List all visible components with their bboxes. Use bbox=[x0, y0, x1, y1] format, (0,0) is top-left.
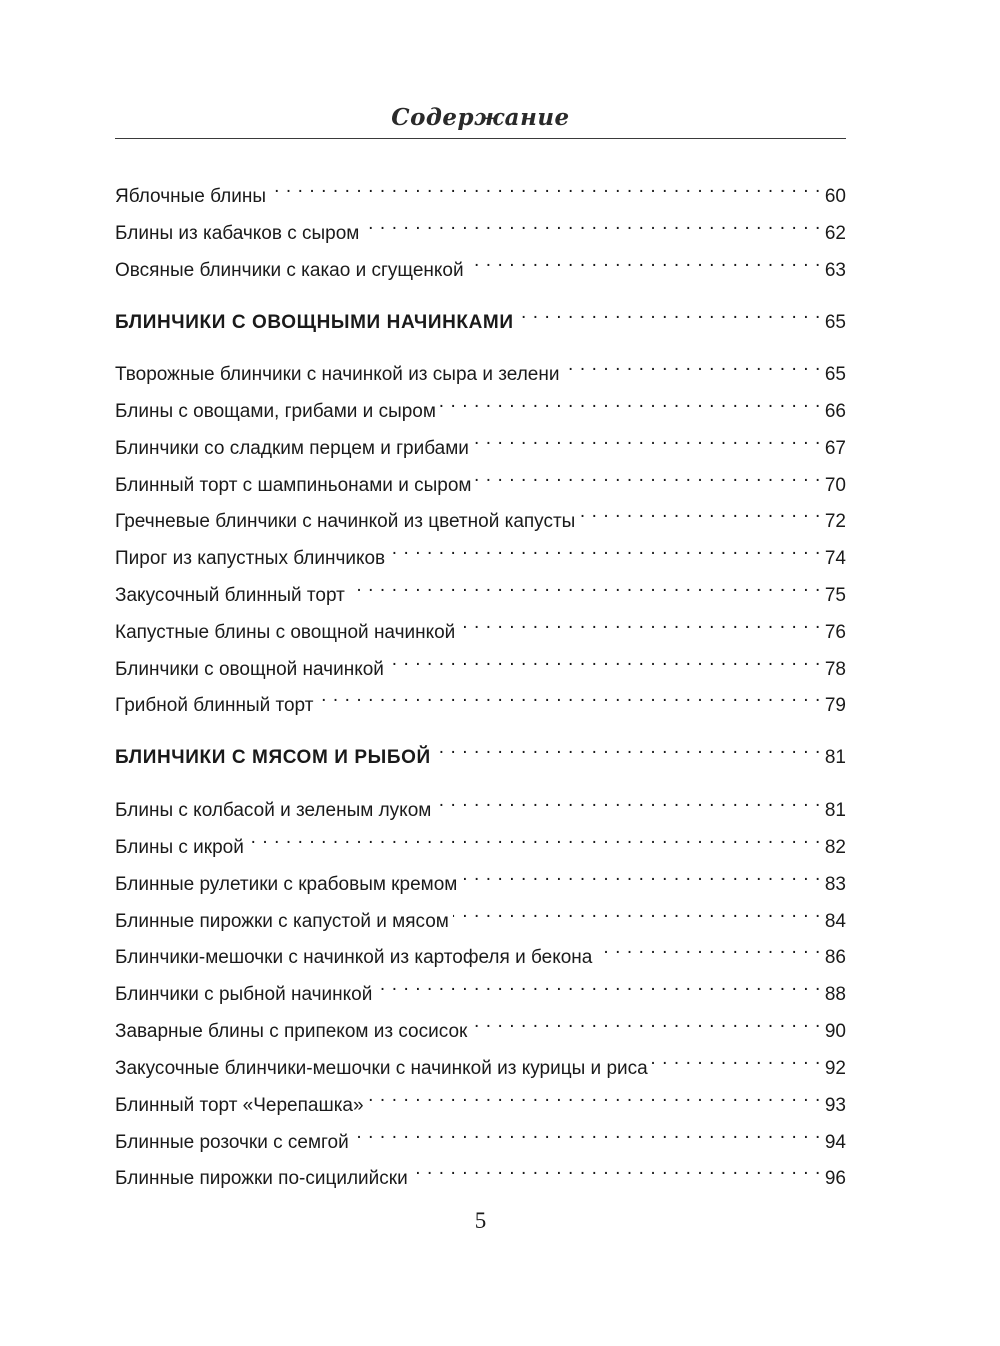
toc-entry[interactable] bbox=[115, 1007, 846, 1042]
toc-entry-title: Блинный торт «Черепашка» bbox=[115, 1095, 364, 1116]
toc-entry-title: Овсяные блинчики с какао и сгущенкой bbox=[115, 260, 464, 281]
toc-section-heading[interactable] bbox=[115, 298, 846, 333]
toc-entry-title: Пирог из капустных блинчиков bbox=[115, 548, 386, 569]
toc-entry[interactable] bbox=[115, 1154, 846, 1189]
toc-entry-title: Блинчики со сладким перцем и грибами bbox=[115, 438, 469, 459]
toc-section-title: БЛИНЧИКИ С МЯСОМ И РЫБОЙ bbox=[115, 747, 431, 768]
toc-entry[interactable] bbox=[115, 1081, 846, 1116]
toc-entry-page: 79 bbox=[824, 695, 846, 716]
toc-entry-title: Блинчики с овощной начинкой bbox=[115, 659, 384, 680]
toc-entry-page: 84 bbox=[824, 911, 846, 932]
toc-entry-title: Закусочный блинный торт bbox=[115, 585, 345, 606]
dot-leader bbox=[596, 933, 821, 963]
toc-entry[interactable] bbox=[115, 897, 846, 932]
page-header bbox=[115, 100, 846, 139]
toc-entry-page: 67 bbox=[824, 438, 846, 459]
dot-leader bbox=[471, 1007, 821, 1037]
toc-entry[interactable] bbox=[115, 209, 846, 244]
dot-leader bbox=[518, 298, 821, 328]
toc-entry-page: 88 bbox=[824, 984, 846, 1005]
toc-entry[interactable] bbox=[115, 645, 846, 680]
toc-entry-page: 72 bbox=[824, 511, 846, 532]
toc-entry[interactable] bbox=[115, 608, 846, 643]
toc-entry[interactable] bbox=[115, 246, 846, 281]
toc-entry-page: 81 bbox=[824, 747, 846, 768]
dot-leader bbox=[435, 786, 821, 816]
toc-section-title: БЛИНЧИКИ С ОВОЩНЫМИ НАЧИНКАМИ bbox=[115, 312, 514, 333]
toc-entry-page: 76 bbox=[824, 622, 846, 643]
toc-entry-title: Творожные блинчики с начинкой из сыра и зелени bbox=[115, 364, 560, 385]
toc-entry-page: 70 bbox=[824, 475, 846, 496]
toc-entry-page: 92 bbox=[824, 1058, 846, 1079]
toc-entry[interactable] bbox=[115, 571, 846, 606]
dot-leader bbox=[453, 897, 821, 927]
page-title: Содержание bbox=[391, 104, 570, 131]
toc-entry[interactable] bbox=[115, 860, 846, 895]
dot-leader bbox=[475, 461, 820, 491]
toc-entry[interactable] bbox=[115, 786, 846, 821]
toc-entry-page: 86 bbox=[824, 947, 846, 968]
dot-leader bbox=[270, 172, 821, 202]
dot-leader bbox=[459, 608, 821, 638]
toc-entry-page: 63 bbox=[824, 260, 846, 281]
dot-leader bbox=[652, 1044, 821, 1074]
dot-leader bbox=[388, 645, 821, 675]
dot-leader bbox=[376, 970, 821, 1000]
toc-entry-title: Закусочные блинчики-мешочки с начинкой из курицы и риса bbox=[115, 1058, 648, 1079]
toc-entry[interactable] bbox=[115, 823, 846, 858]
dot-leader bbox=[579, 497, 821, 527]
toc-entry[interactable] bbox=[115, 1044, 846, 1079]
toc-entry-page: 65 bbox=[824, 364, 846, 385]
toc-entry-title: Яблочные блины bbox=[115, 186, 266, 207]
toc-entry[interactable] bbox=[115, 933, 846, 968]
toc-entry-page: 93 bbox=[824, 1095, 846, 1116]
dot-leader bbox=[363, 209, 820, 239]
dot-leader bbox=[473, 424, 821, 454]
toc-entry-title: Блины с икрой bbox=[115, 837, 244, 858]
toc-entry-page: 78 bbox=[824, 659, 846, 680]
toc-entry[interactable] bbox=[115, 387, 846, 422]
toc-entry[interactable] bbox=[115, 970, 846, 1005]
toc-entry-title: Грибной блинный торт bbox=[115, 695, 314, 716]
toc-entry[interactable] bbox=[115, 424, 846, 459]
toc-entry-title: Блины с колбасой и зеленым луком bbox=[115, 800, 432, 821]
toc-entry-title: Гречневые блинчики с начинкой из цветной капусты bbox=[115, 511, 576, 532]
toc-entry-page: 60 bbox=[824, 186, 846, 207]
toc-entry-page: 82 bbox=[824, 837, 846, 858]
toc-entry-title: Блинные пирожки по-сицилийски bbox=[115, 1168, 408, 1189]
toc-entry-title: Блины из кабачков с сыром bbox=[115, 223, 360, 244]
toc-entry-title: Капустные блины с овощной начинкой bbox=[115, 622, 456, 643]
toc-entry-page: 74 bbox=[824, 548, 846, 569]
toc-entry[interactable] bbox=[115, 497, 846, 532]
toc-entry[interactable] bbox=[115, 461, 846, 496]
dot-leader bbox=[435, 733, 821, 763]
dot-leader bbox=[461, 860, 821, 890]
page-number: 5 bbox=[474, 1208, 487, 1233]
toc-entry-page: 94 bbox=[824, 1132, 846, 1153]
toc-entry[interactable] bbox=[115, 172, 846, 207]
dot-leader bbox=[412, 1154, 821, 1184]
toc-entry[interactable] bbox=[115, 534, 846, 569]
toc-entry[interactable] bbox=[115, 1118, 846, 1153]
toc-entry-page: 66 bbox=[824, 401, 846, 422]
toc-entry-page: 90 bbox=[824, 1021, 846, 1042]
dot-leader bbox=[389, 534, 821, 564]
dot-leader bbox=[353, 1118, 821, 1148]
toc-entry-page: 83 bbox=[824, 874, 846, 895]
toc-entry-title: Блинный торт с шампиньонами и сыром bbox=[115, 475, 472, 496]
toc-entry[interactable] bbox=[115, 350, 846, 385]
dot-leader bbox=[440, 387, 821, 417]
toc-entry-title: Блинчики-мешочки с начинкой из картофеля и бекона bbox=[115, 947, 593, 968]
toc-entry-page: 65 bbox=[824, 312, 846, 333]
toc-section-heading[interactable] bbox=[115, 733, 846, 768]
toc-entry[interactable] bbox=[115, 681, 846, 716]
toc-entry-title: Блинные розочки с семгой bbox=[115, 1132, 349, 1153]
toc-entry-title: Блины с овощами, грибами и сыром bbox=[115, 401, 436, 422]
toc-entry-page: 75 bbox=[824, 585, 846, 606]
dot-leader bbox=[317, 681, 820, 711]
toc-entry-page: 96 bbox=[824, 1168, 846, 1189]
toc-entry-title: Блинные рулетики с крабовым кремом bbox=[115, 874, 458, 895]
dot-leader bbox=[349, 571, 821, 601]
toc-entry-page: 81 bbox=[824, 800, 846, 821]
toc-entry-title: Блинные пирожки с капустой и мясом bbox=[115, 911, 449, 932]
dot-leader bbox=[468, 246, 821, 276]
toc-entry-title: Блинчики с рыбной начинкой bbox=[115, 984, 373, 1005]
dot-leader bbox=[563, 350, 820, 380]
dot-leader bbox=[368, 1081, 821, 1111]
toc-entry-title: Заварные блины с припеком из сосисок bbox=[115, 1021, 468, 1042]
dot-leader bbox=[248, 823, 821, 853]
toc-entry-page: 62 bbox=[824, 223, 846, 244]
